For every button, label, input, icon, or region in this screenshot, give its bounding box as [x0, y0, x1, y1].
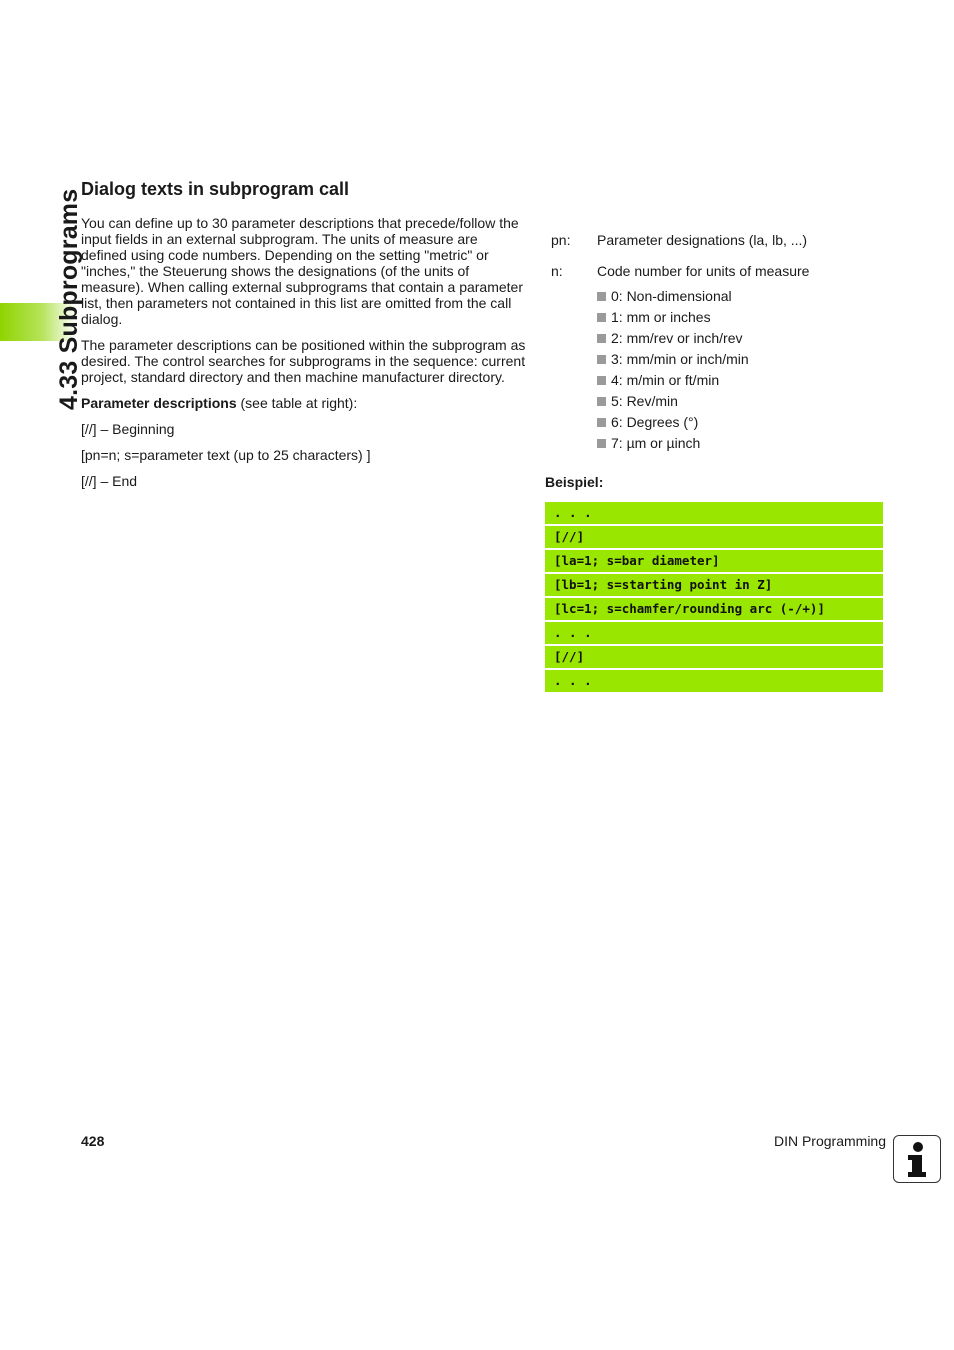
code-row: [//]: [545, 526, 883, 548]
unit-code-text: 0: Non-dimensional: [611, 288, 732, 304]
definition-term: pn:: [551, 232, 571, 248]
square-bullet-icon: [597, 439, 606, 448]
info-icon: [893, 1135, 941, 1183]
square-bullet-icon: [597, 334, 606, 343]
unit-code-text: 5: Rev/min: [611, 393, 678, 409]
unit-code-text: 4: m/min or ft/min: [611, 372, 720, 388]
code-example-table: [545, 502, 883, 694]
info-glyph: [894, 1136, 939, 1181]
list-item: [597, 414, 749, 435]
syntax-definition: [pn=n; s=parameter text (up to 25 characters) ]: [81, 447, 371, 463]
chapter-title: 4.33 Subprograms: [55, 188, 83, 410]
param-descriptions-line: [81, 395, 526, 411]
syntax-begin: [//] – Beginning: [81, 421, 175, 437]
page-number: 428: [81, 1133, 105, 1149]
definition-desc: Parameter designations (la, lb, ...): [597, 232, 808, 248]
list-item: [597, 393, 749, 414]
unit-code-list: [597, 288, 749, 456]
list-item: [597, 288, 749, 309]
definition-row: [551, 232, 891, 263]
square-bullet-icon: [597, 355, 606, 364]
code-row: . . .: [545, 502, 883, 524]
list-item: [597, 330, 749, 351]
syntax-end: [//] – End: [81, 473, 138, 489]
square-bullet-icon: [597, 376, 606, 385]
code-row: . . .: [545, 622, 883, 644]
list-item: [597, 309, 749, 330]
section-heading: Dialog texts in subprogram call: [81, 179, 350, 199]
code-row: [lc=1; s=chamfer/rounding arc (-/+)]: [545, 598, 883, 620]
code-row: [la=1; s=bar diameter]: [545, 550, 883, 572]
list-item: [597, 435, 749, 456]
definition-term: n:: [551, 263, 563, 279]
unit-code-text: 1: mm or inches: [611, 309, 711, 325]
unit-code-text: 7: µm or µinch: [611, 435, 701, 451]
positioning-paragraph: The parameter descriptions can be positioned within the subprogram as desired. The control searches for subprograms in the sequence: current project, standard directory and then machine manufacturer directory.: [81, 337, 526, 385]
square-bullet-icon: [597, 418, 606, 427]
code-row: . . .: [545, 670, 883, 692]
unit-code-text: 3: mm/min or inch/min: [611, 351, 749, 367]
definitions-list: [551, 232, 891, 294]
unit-code-text: 6: Degrees (°): [611, 414, 699, 430]
list-item: [597, 351, 749, 372]
square-bullet-icon: [597, 313, 606, 322]
code-row: [lb=1; s=starting point in Z]: [545, 574, 883, 596]
left-column: [81, 215, 526, 499]
param-descriptions-label: Parameter descriptions: [81, 395, 237, 411]
code-row: [//]: [545, 646, 883, 668]
list-item: [597, 372, 749, 393]
square-bullet-icon: [597, 397, 606, 406]
definition-desc: Code number for units of measure: [597, 263, 810, 279]
intro-paragraph: You can define up to 30 parameter descriptions that precede/follow the input fields in an external subprogram. The units of measure are defined using code numbers. Depending on the setting "metric" or "inches," the Steuerung shows the designations (of the units of measure). When calling external subprograms that contain a parameter list, then parameters not contained in this list are omitted from the call dialog.: [81, 215, 523, 327]
example-label: Beispiel:: [545, 474, 604, 490]
param-descriptions-suffix: (see table at right):: [236, 395, 358, 411]
unit-code-text: 2: mm/rev or inch/rev: [611, 330, 743, 346]
footer-title: DIN Programming: [773, 1133, 886, 1149]
square-bullet-icon: [597, 292, 606, 301]
